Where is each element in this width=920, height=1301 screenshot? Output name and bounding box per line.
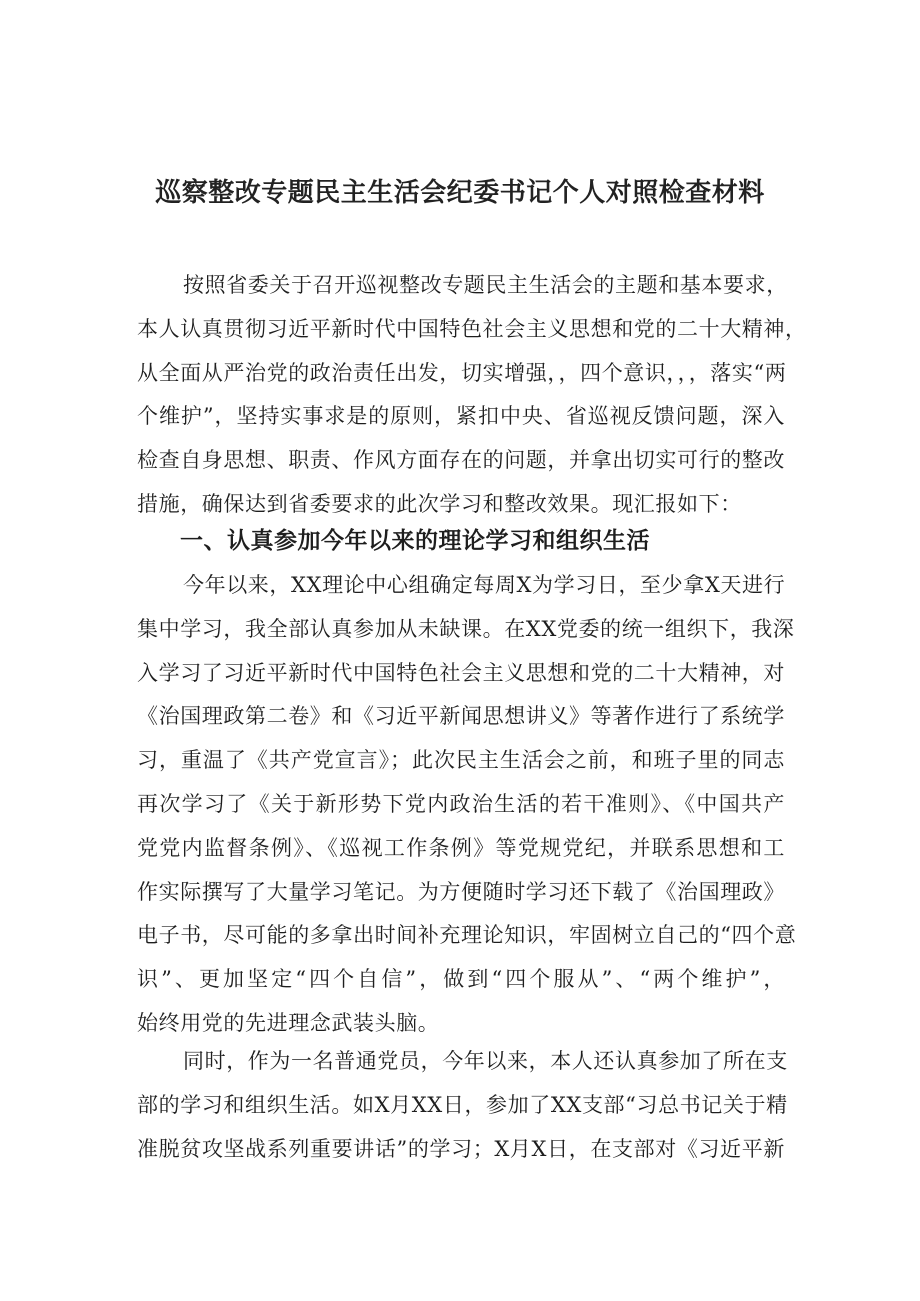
- text-line: 检查自身思想、职责、作风方面存在的问题，并拿出切实可行的整改: [137, 448, 785, 473]
- text-line: 准脱贫攻坚战系列重要讲话”的学习；X月X日，在支部对《习近平新: [137, 1136, 785, 1161]
- text-line: 电子书，尽可能的多拿出时间补充理论知识，牢固树立自己的“四个意: [137, 923, 797, 948]
- text-line: 从全面从严治党的政治责任出发，切实增强，，四个意识，，，落实“两: [137, 360, 787, 385]
- text-line: 入学习了习近平新时代中国特色社会主义思想和党的二十大精神，对: [137, 660, 785, 685]
- text-line: 措施，确保达到省委要求的此次学习和整改效果。现汇报如下：: [137, 491, 742, 516]
- text-line: 同时，作为一名普通党员，今年以来，本人还认真参加了所在支: [183, 1049, 788, 1073]
- paragraph-study: [137, 564, 797, 1046]
- text-line: 识”、更加坚定“四个自信”，做到“四个服从”、“两个维护”，: [137, 967, 785, 992]
- text-line: 作实际撰写了大量学习笔记。为方便随时学习还下载了《治国理政》: [137, 879, 785, 904]
- text-line: 本人认真贯彻习近平新时代中国特色社会主义思想和党的二十大精神，: [137, 316, 807, 341]
- text-line: 《治国理政第二卷》和《习近平新闻思想讲义》等著作进行了系统学: [137, 704, 785, 729]
- text-line: 始终用党的先进理念武装头脑。: [137, 1010, 440, 1035]
- text-line: 再次学习了《关于新形势下党内政治生活的若干准则》、《中国共产: [137, 791, 785, 816]
- paragraph-intro: [137, 264, 807, 527]
- document-title: 巡察整改专题民主生活会纪委书记个人对照检查材料: [155, 178, 765, 208]
- text-line: 习，重温了《共产党宣言》；此次民主生活会之前，和班子里的同志: [137, 748, 785, 773]
- text-line: 集中学习，我全部认真参加从未缺课。在XX党委的统一组织下，我深: [137, 616, 795, 641]
- text-line: 部的学习和组织生活。如X月XX日，参加了XX支部“习总书记关于精: [137, 1092, 788, 1117]
- paragraph-branch-activities: [137, 1040, 788, 1171]
- text-line: 个维护”，坚持实事求是的原则，紧扣中央、省巡视反馈问题，深入: [137, 404, 785, 429]
- section-heading: 一、认真参加今年以来的理论学习和组织生活: [180, 528, 650, 554]
- text-line: 党党内监督条例》、《巡视工作条例》等党规党纪，并联系思想和工: [137, 835, 785, 860]
- text-line: 按照省委关于召开巡视整改专题民主生活会的主题和基本要求，: [183, 273, 788, 297]
- text-line: 今年以来，XX理论中心组确定每周X为学习日，至少拿X天进行: [183, 573, 786, 597]
